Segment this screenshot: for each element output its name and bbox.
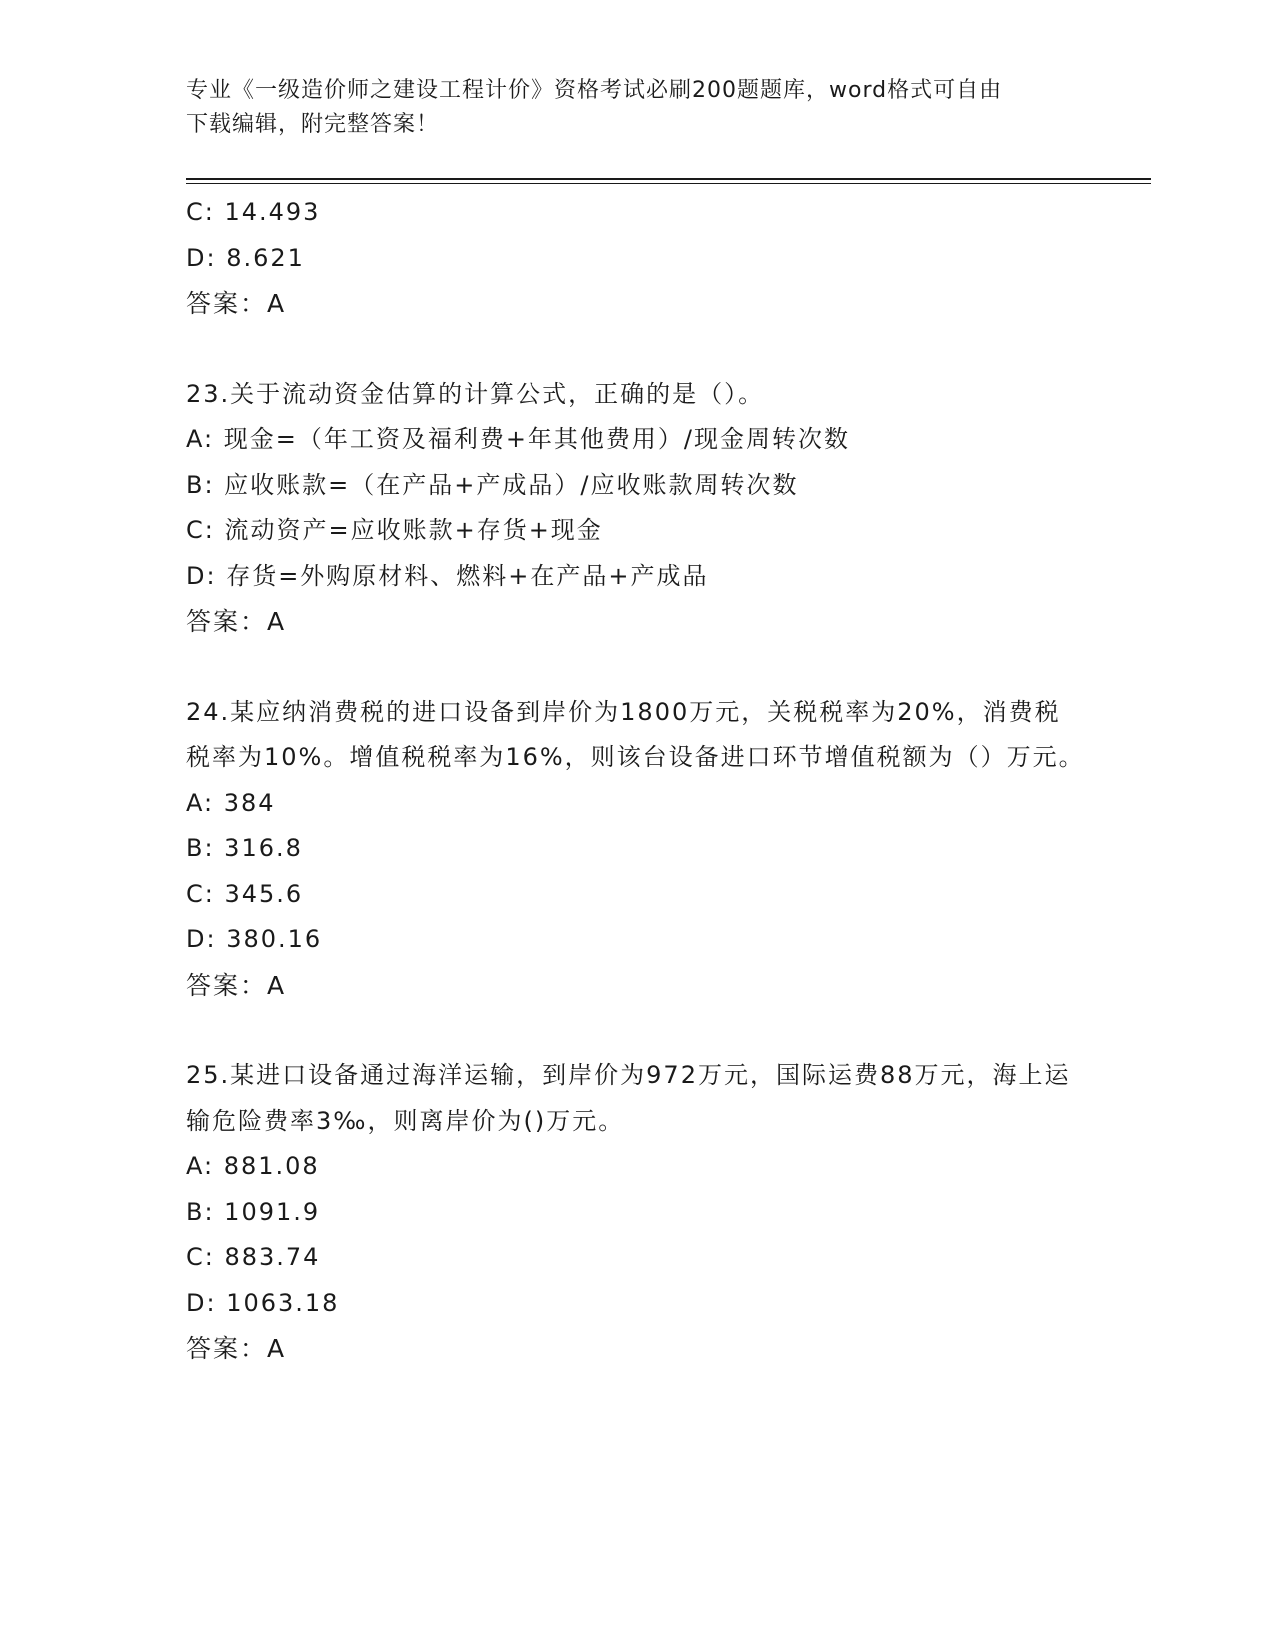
question-25 bbox=[186, 1053, 1151, 1372]
header-title-line-1: 专业《一级造价师之建设工程计价》资格考试必刷200题题库，word格式可自由 bbox=[186, 78, 1003, 103]
option-c: C: 流动资产=应收账款+存货+现金 bbox=[186, 516, 603, 544]
option-d: D: 存货=外购原材料、燃料+在产品+产成品 bbox=[186, 561, 709, 590]
spacer bbox=[186, 645, 1151, 690]
option-b: B: 1091.9 bbox=[186, 1197, 321, 1226]
option-d: D: 1063.18 bbox=[186, 1288, 340, 1317]
answer-line: 答案：A bbox=[186, 1334, 287, 1363]
spacer bbox=[186, 1008, 1151, 1053]
option-d: D: 8.621 bbox=[186, 243, 305, 272]
option-a: A: 384 bbox=[186, 788, 276, 817]
question-23 bbox=[186, 372, 1151, 645]
option-c: C: 883.74 bbox=[186, 1243, 321, 1271]
spacer bbox=[186, 327, 1151, 372]
option-c: C: 14.493 bbox=[186, 198, 321, 226]
option-d: D: 380.16 bbox=[186, 925, 323, 953]
option-a: A: 现金=（年工资及福利费+年其他费用）/现金周转次数 bbox=[186, 425, 851, 453]
option-a: A: 881.08 bbox=[186, 1152, 320, 1180]
question-24 bbox=[186, 690, 1151, 1009]
document-page bbox=[186, 0, 1151, 1650]
document-header bbox=[186, 74, 1086, 142]
header-divider-thick bbox=[186, 178, 1151, 180]
answer-line: 答案：A bbox=[186, 289, 287, 318]
answer-line: 答案：A bbox=[186, 970, 287, 1000]
question-list bbox=[186, 190, 1151, 1372]
header-divider-thin bbox=[186, 183, 1151, 184]
answer-line: 答案：A bbox=[186, 607, 287, 636]
header-title-line-2: 下载编辑，附完整答案！ bbox=[186, 112, 440, 137]
option-c: C: 345.6 bbox=[186, 879, 304, 908]
option-b: B: 316.8 bbox=[186, 834, 303, 862]
question-text: 25.某进口设备通过海洋运输，到岸价为972万元，国际运费88万元，海上运输危险费率3‰，则离岸价为()万元。 bbox=[186, 1061, 1071, 1135]
question-22 bbox=[186, 190, 1151, 327]
question-text: 23.关于流动资金估算的计算公式，正确的是（）。 bbox=[186, 379, 765, 408]
question-text: 24.某应纳消费税的进口设备到岸价为1800万元，关税税率为20%，消费税税率为10%。增值税税率为16%，则该台设备进口环节增值税额为（）万元。 bbox=[186, 697, 1085, 771]
option-b: B: 应收账款=（在产品+产成品）/应收账款周转次数 bbox=[186, 470, 799, 499]
